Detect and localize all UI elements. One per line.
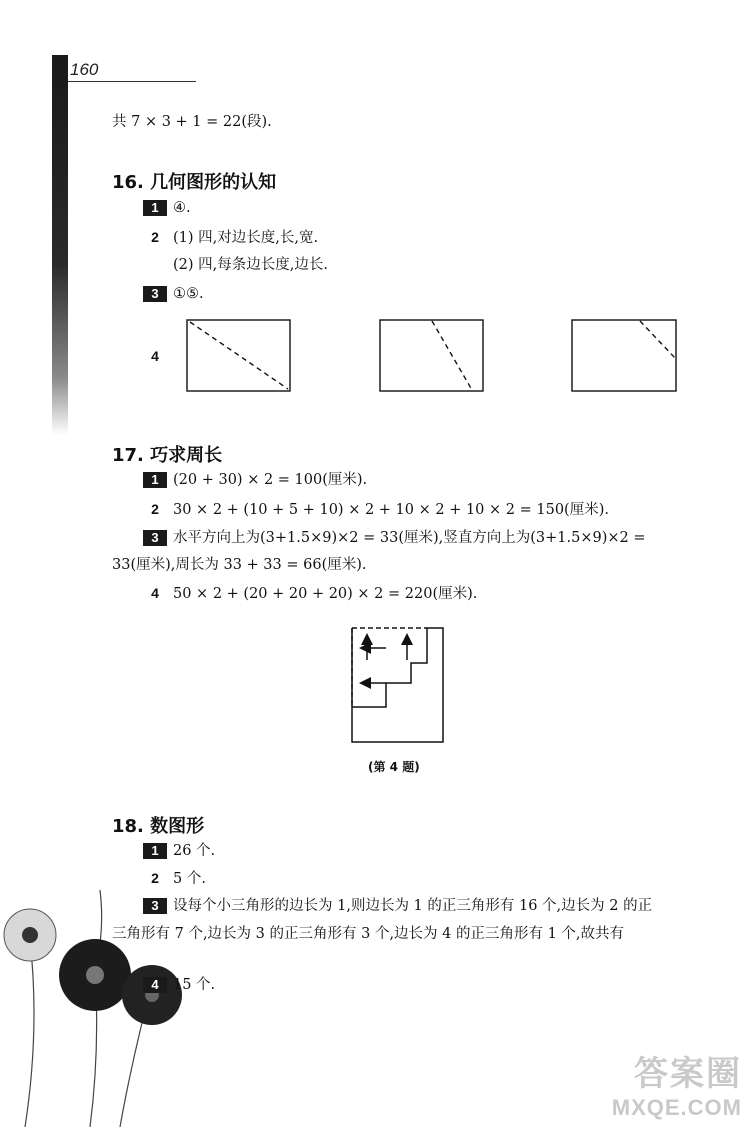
watermark-logo-text: 答案圈 — [634, 1055, 742, 1093]
answer-text: 26 个. — [173, 843, 216, 859]
item-number-badge: 3 — [143, 286, 167, 302]
figure-caption: (第 4 题) — [368, 760, 420, 774]
s16-item-2-continued: (2) 四,每条边长度,边长. — [173, 257, 328, 273]
item-number: 4 — [151, 348, 159, 364]
item-number-badge: 4 — [143, 977, 167, 993]
item-number-badge: 3 — [143, 898, 167, 914]
item-number-badge: 1 — [143, 472, 167, 488]
answer-text: 30 × 2 + (10 + 5 + 10) × 2 + 10 × 2 + 10 × 2 = 150(厘米). — [173, 502, 609, 518]
flower-icon — [122, 965, 182, 1025]
s18-item-1 — [143, 841, 215, 861]
intro-line: 共 7 × 3 + 1 = 22(段). — [112, 114, 272, 130]
watermark — [612, 1046, 742, 1121]
answer-text: ④. — [173, 200, 191, 216]
item-number-badge: 3 — [143, 530, 167, 546]
flower-icon — [59, 939, 131, 1011]
item-number: 2 — [151, 501, 159, 517]
answer-text: 设每个小三角形的边长为 1,则边长为 1 的正三角形有 16 个,边长为 2 的正 — [173, 898, 653, 914]
answer-text: 水平方向上为(3+1.5×9)×2 = 33(厘米),竖直方向上为(3+1.5×9)×2 = — [173, 530, 646, 546]
s18-item-3-continued: 三角形有 7 个,边长为 3 的正三角形有 3 个,边长为 4 的正三角形有 1 个,故共有 — [112, 926, 625, 942]
item-number-badge: 1 — [143, 843, 167, 859]
flower-decoration — [0, 880, 220, 1127]
section-18-title: 18. 数图形 — [112, 816, 205, 837]
item-number: 2 — [151, 870, 159, 886]
page-number: 160 — [70, 60, 99, 79]
answer-text: (1) 四,对边长度,长,宽. — [173, 230, 319, 246]
s18-item-4 — [143, 975, 215, 995]
answer-text: (20 + 30) × 2 = 100(厘米). — [173, 472, 368, 488]
flower-icon — [4, 909, 56, 961]
answer-text: 5 个. — [173, 871, 206, 887]
section-16-title: 16. 几何图形的认知 — [112, 172, 277, 193]
item-number: 4 — [151, 585, 159, 601]
answer-text: ①⑤. — [173, 286, 204, 302]
answer-text: 50 × 2 + (20 + 20 + 20) × 2 = 220(厘米). — [173, 586, 478, 602]
s17-item-3-continued: 33(厘米),周长为 33 + 33 = 66(厘米). — [112, 557, 367, 573]
item-number-badge: 1 — [143, 200, 167, 216]
section-17-title: 17. 巧求周长 — [112, 445, 223, 466]
item-number: 2 — [151, 229, 159, 245]
watermark-url: MXQE.COM — [611, 1095, 742, 1120]
answer-text: 15 个. — [173, 977, 216, 993]
